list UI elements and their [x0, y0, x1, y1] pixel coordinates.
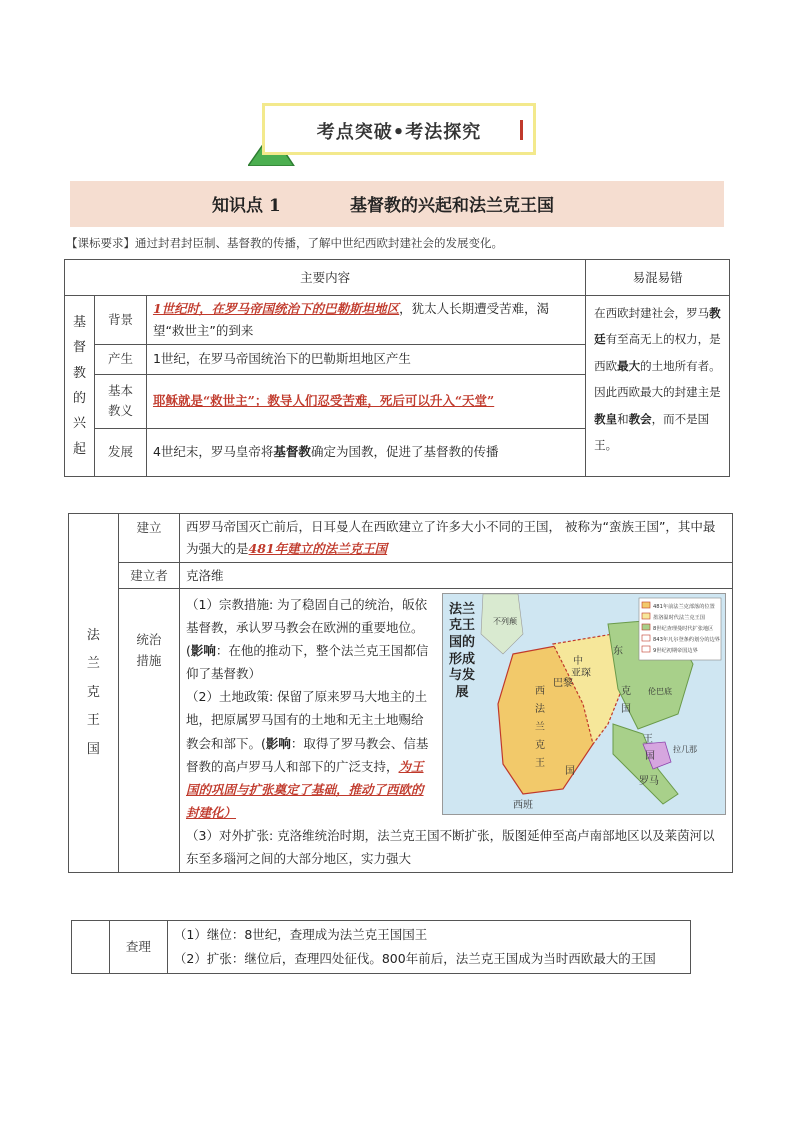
note-bold: 最大 [617, 358, 641, 373]
row-content-charlemagne [167, 921, 690, 974]
map-place-label: 西 [535, 685, 545, 697]
frankish-map [442, 593, 726, 815]
knowledge-point-number: 知识点 1 [212, 196, 281, 216]
note-text: ，而不是国王。 [594, 411, 710, 453]
map-place-label: 国 [621, 703, 631, 715]
note-text: 有至高无上的权力，是西欧 [594, 332, 721, 373]
row-content-doctrine [146, 374, 585, 428]
bold-text: 基督教 [273, 444, 311, 460]
map-place-label: 巴黎 [553, 677, 573, 689]
body-text: （1）宗教措施: 为了稳固自己的统治，皈依基督教，承认罗马教会在欧洲的重要地位。( [186, 596, 428, 658]
bold-text: 影响 [190, 643, 216, 658]
map-legend-swatch [642, 646, 650, 652]
empty-group-cell [72, 921, 110, 974]
map-legend-swatch [642, 624, 650, 630]
group-label-text: 法兰克王国 [86, 627, 100, 758]
map-legend-label: 8世纪查理曼时代扩张地区 [653, 625, 714, 632]
row-label-establish: 建立 [118, 514, 179, 563]
header-main-content: 主要内容 [65, 260, 586, 296]
knowledge-point-header [70, 181, 724, 227]
row-content-background [146, 296, 585, 345]
row-label-founder: 建立者 [118, 562, 179, 588]
banner-accent-bar [520, 120, 523, 140]
christianity-table [64, 259, 730, 477]
row-content-establish [180, 514, 733, 563]
map-place-label: 法 [535, 703, 545, 715]
row-label-charlemagne: 查理 [109, 921, 167, 974]
section-banner [262, 103, 536, 155]
highlight-text: 1世纪时，在罗马帝国统治下的巴勒斯坦地区 [152, 301, 400, 316]
group-label-text: 基督教的兴起 [72, 314, 86, 457]
map-legend-swatch [642, 635, 650, 641]
map-place-label: 伦巴底 [648, 686, 672, 696]
map-place-label: 东 [613, 645, 623, 657]
note-bold: 教皇 [594, 411, 618, 426]
map-place-label: 国 [645, 750, 655, 762]
group-label-christianity [65, 296, 95, 477]
charlemagne-item-2: （2）扩张：继位后，查理四处征伐。800年前后，法兰克王国成为当时西欧最大的王国 [173, 950, 656, 966]
highlight-text: 为王国的巩固与扩张奠定了基础，推动了西欧的封建化） [186, 758, 424, 820]
map-place-label: 西班 [513, 799, 533, 811]
map-legend-label: 843年凡尔登条约划分的边界 [653, 636, 720, 643]
charlemagne-table [71, 920, 691, 974]
highlight-text: 耶稣就是“救世主”；教导人们忍受苦难，死后可以升入“天堂” [152, 393, 495, 409]
header-common-mistakes: 易混易错 [586, 260, 730, 296]
note-text: 在西欧封建社会，罗马 [594, 306, 710, 320]
measure-3: （3）对外扩张: 克洛维统治时期，法兰克王国不断扩张，版图延伸至高卢南部地区以及莱茵河以东至多瑙河之间的大部分地区，实力强大 [186, 828, 715, 867]
map-place-label: 王 [643, 733, 653, 745]
highlight-text: 481年建立的法兰克王国 [248, 540, 388, 556]
map-place-label: 中 [573, 655, 583, 667]
bold-text: 影响 [265, 735, 291, 751]
common-mistakes-note [586, 296, 730, 477]
row-content-development [146, 428, 585, 476]
map-legend-swatch [642, 613, 650, 619]
map-place-label: 国 [565, 765, 575, 777]
row-content-founder: 克洛维 [180, 562, 733, 588]
body-text: 确定为国教，促进了基督教的传播 [310, 444, 499, 460]
note-bold: 教廷 [594, 306, 721, 347]
body-text: （2）土地政策: 保留了原来罗马大地主的土地，把原属罗马国有的土地和无主土地赐给教会和部下。( [186, 689, 428, 751]
map-place-label: 不列颠 [493, 616, 517, 626]
doctrine-label-text: 基本教义 [107, 383, 133, 419]
curriculum-requirement: 【课标要求】通过封君封臣制、基督教的传播，了解中世纪西欧封建社会的发展变化。 [66, 236, 503, 250]
map-title: 法兰克王国的形成与发展 [449, 601, 476, 700]
row-label-background: 背景 [94, 296, 146, 345]
body-text: 4世纪末，罗马皇帝将 [152, 444, 274, 460]
row-content-rule [180, 588, 733, 873]
map-legend-label: 9世纪初期帝国边界 [653, 647, 698, 654]
map-place-label: 拉几那 [673, 744, 697, 754]
map-place-label: 罗马 [639, 775, 659, 787]
banner-title: 考点突破•考法探究 [316, 122, 482, 143]
row-label-rule [118, 588, 179, 873]
row-content-origin: 1世纪，在罗马帝国统治下的巴勒斯坦地区产生 [146, 344, 585, 374]
charlemagne-item-1: （1）继位：8世纪，查理成为法兰克王国国王 [173, 927, 428, 942]
frankish-kingdom-table [68, 513, 733, 873]
body-text: ，犹太人长期遭受苦难，渴望“救世主”的到来 [152, 301, 550, 338]
map-place-label: 兰 [535, 721, 545, 733]
note-bold: 教会 [628, 411, 652, 426]
map-graphic [443, 594, 725, 814]
map-place-label: 王 [535, 757, 545, 769]
map-place-label: 亚琛 [571, 667, 591, 679]
body-text: ：取得了罗马教会、信基督教的高卢罗马人和部下的广泛支持， [186, 735, 429, 774]
note-text: 和 [617, 411, 629, 426]
knowledge-point-title: 基督教的兴起和法兰克王国 [350, 196, 554, 216]
row-label-development: 发展 [94, 428, 146, 476]
map-place-label: 克 [535, 739, 545, 751]
group-label-frankish [69, 514, 119, 873]
map-legend-label: 481年前法兰克部落的位置 [653, 603, 715, 610]
row-label-origin: 产生 [94, 344, 146, 374]
rule-label-text: 统治措施 [136, 631, 162, 668]
note-text: 的土地所有者。因此西欧最大的封建主是 [594, 358, 721, 400]
row-label-doctrine [94, 374, 146, 428]
body-text: 西罗马帝国灭亡前后，日耳曼人在西欧建立了许多大小不同的王国， 被称为“蛮族王国”，其中最为强大的是 [186, 519, 716, 556]
map-place-label: 克 [621, 685, 631, 697]
body-text: ：在他的推动下，整个法兰克王国都信仰了基督教） [186, 643, 429, 682]
map-legend-swatch [642, 602, 650, 608]
map-legend-label: 墨洛温时代法兰克王国 [653, 614, 705, 621]
